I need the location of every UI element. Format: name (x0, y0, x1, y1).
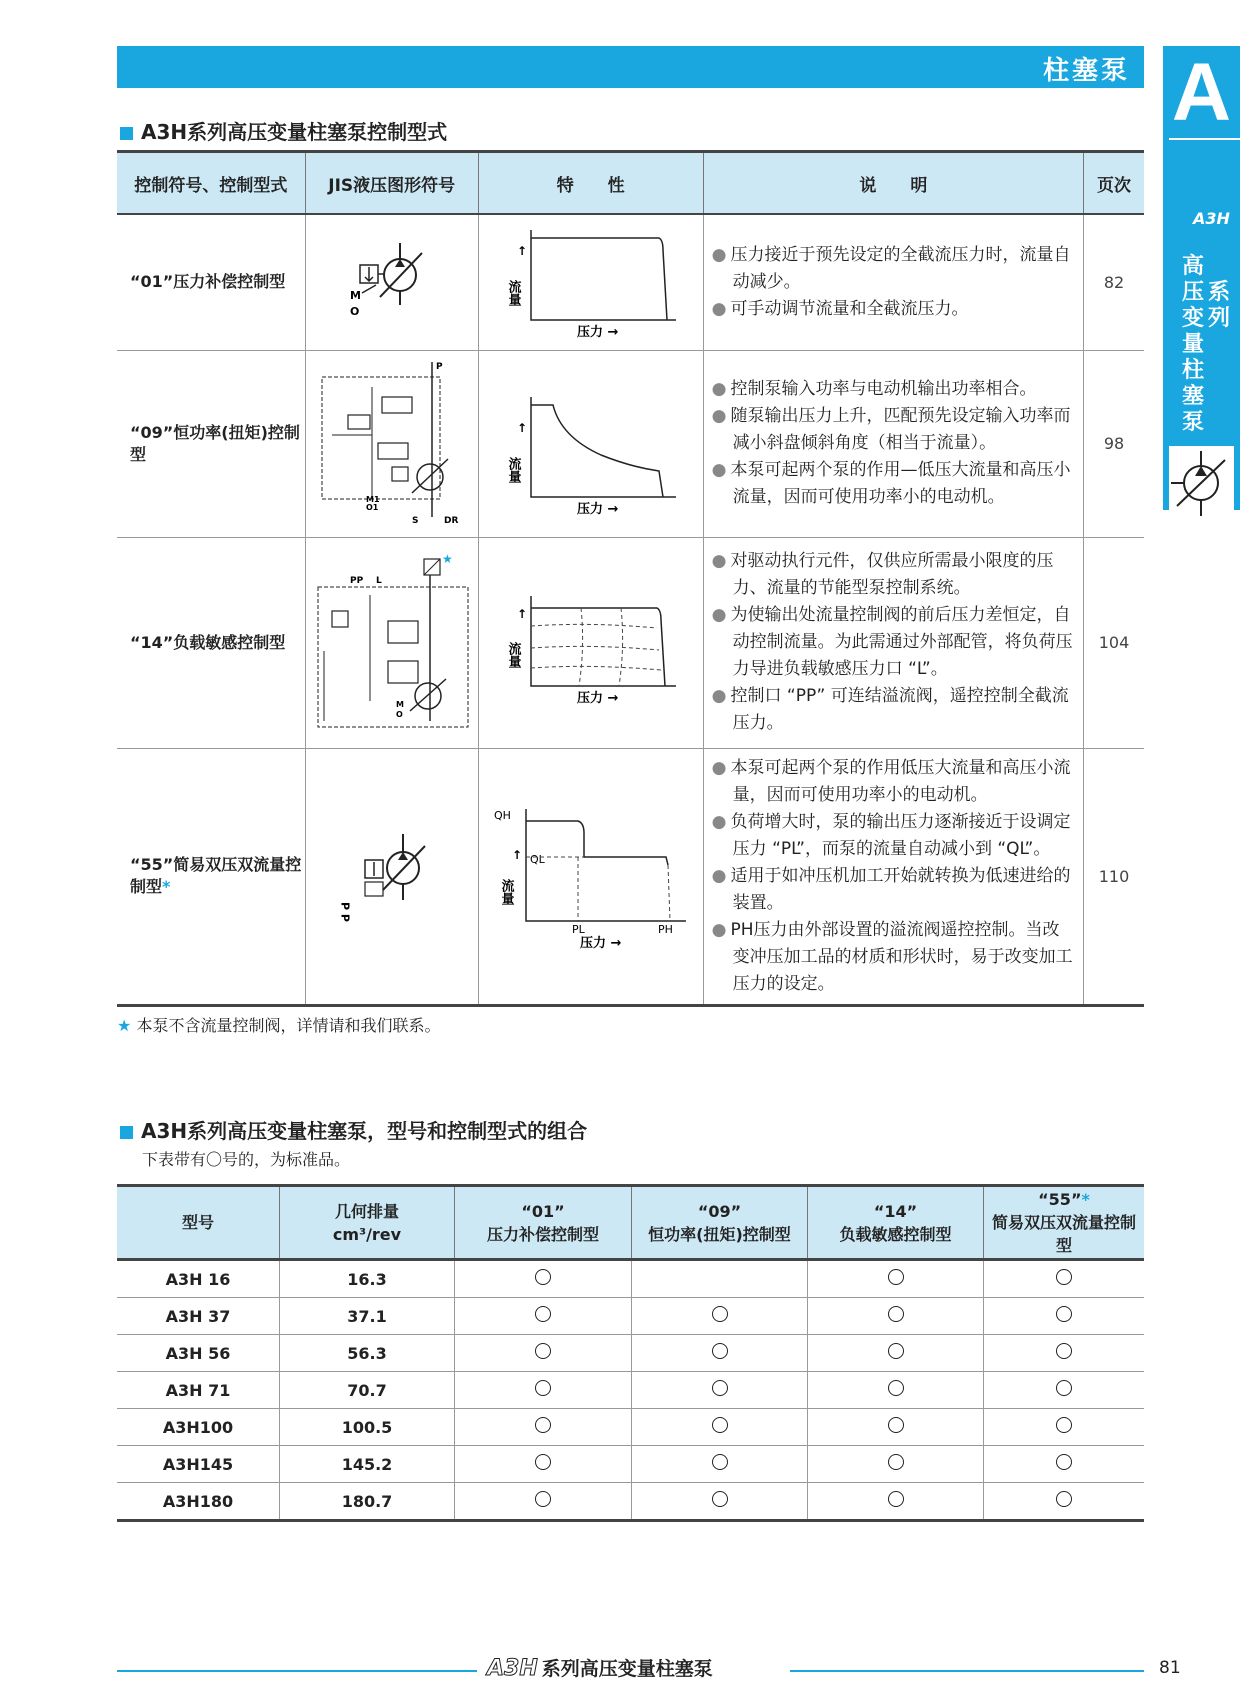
table-header-row (117, 152, 1144, 215)
section2-title: A3H系列高压变量柱塞泵，型号和控制型式的组合 (120, 1115, 587, 1144)
side-tab-letter: A (1171, 47, 1232, 138)
table-row (117, 537, 1144, 748)
displacement-cell: 70.7 (280, 1372, 455, 1409)
standard-circle-icon (535, 1454, 551, 1470)
side-tab-vertical-text-2: 系 列 (1207, 280, 1230, 331)
header-characteristic: 特 性 (478, 152, 703, 215)
symbol-label-s: S (411, 515, 419, 526)
standard-circle-icon (1056, 1491, 1072, 1507)
standard-circle-icon (1056, 1269, 1072, 1285)
standard-mark-cell-c55 (984, 1335, 1145, 1372)
standard-mark-cell-c09 (632, 1372, 808, 1409)
chart-x-label: 压力 → (576, 501, 619, 517)
description-item: ● 负荷增大时，泵的输出压力逐渐接近于设调定压力 “PL”，而泵的流量自动减小到 “QL”。 (712, 809, 1075, 863)
table-row (117, 748, 1144, 1005)
table-row (117, 1298, 1144, 1335)
table-row (117, 350, 1144, 537)
displacement-cell: 100.5 (280, 1409, 455, 1446)
standard-mark-cell-c14 (808, 1298, 984, 1335)
standard-mark-cell-c55 (984, 1483, 1145, 1521)
table-row (117, 214, 1144, 350)
standard-mark-cell-c14 (808, 1483, 984, 1521)
standard-mark-cell-c14 (808, 1372, 984, 1409)
description-item: ● PH压力由外部设置的溢流阀遥控控制。当改变冲压加工品的材质和形状时，易于改变加工压力的设定。 (712, 917, 1075, 998)
symbol-label-m: M (349, 289, 361, 303)
hydraulic-symbol (305, 537, 478, 748)
chart-y-label: 流量 (505, 456, 521, 483)
standard-circle-icon (1056, 1454, 1072, 1470)
symbol-label-p: P (435, 361, 443, 372)
model-cell: A3H 16 (117, 1260, 280, 1298)
section-marker-icon (120, 127, 133, 140)
header-c09: “09” 恒功率(扭矩)控制型 (632, 1186, 808, 1260)
header-c14: “14” 负载敏感控制型 (808, 1186, 984, 1260)
standard-circle-icon (888, 1417, 904, 1433)
model-cell: A3H 71 (117, 1372, 280, 1409)
displacement-cell: 56.3 (280, 1335, 455, 1372)
standard-circle-icon (888, 1380, 904, 1396)
characteristic-chart (478, 350, 703, 537)
symbol-label-l: L (375, 575, 382, 586)
standard-circle-icon (712, 1417, 728, 1433)
description-item: ● 本泵可起两个泵的作用—低压大流量和高压小流量，因而可使用功率小的电动机。 (712, 457, 1075, 511)
model-cell: A3H180 (117, 1483, 280, 1521)
displacement-cell: 16.3 (280, 1260, 455, 1298)
control-name: “09”恒功率(扭矩)控制型 (117, 350, 305, 537)
standard-mark-cell-c14 (808, 1260, 984, 1298)
chart-qh-label: QH (493, 809, 511, 822)
footnote: ★ 本泵不含流量控制阀，详情请和我们联系。 (117, 1016, 441, 1035)
standard-circle-icon (888, 1454, 904, 1470)
control-name: “01”压力补偿控制型 (117, 214, 305, 350)
standard-circle-icon (712, 1491, 728, 1507)
standard-circle-icon (535, 1306, 551, 1322)
svg-text:O1: O1 (365, 502, 379, 512)
standard-circle-icon (888, 1269, 904, 1285)
characteristic-chart (478, 537, 703, 748)
standard-circle-icon (712, 1306, 728, 1322)
header-description: 说 明 (703, 152, 1083, 215)
table-row (117, 1335, 1144, 1372)
header-c01: “01” 压力补偿控制型 (455, 1186, 632, 1260)
description-item: ● 可手动调节流量和全截流压力。 (712, 296, 1075, 323)
control-name: “14”负载敏感控制型 (117, 537, 305, 748)
chart-ph-label: PH (657, 923, 673, 936)
svg-text:↑: ↑ (516, 606, 527, 621)
chart-pl-label: PL (571, 923, 585, 936)
standard-circle-icon (1056, 1343, 1072, 1359)
chart-x-label: 压力 → (576, 325, 619, 341)
page-ref: 98 (1084, 350, 1144, 537)
description-item: ● 适用于如冲压机加工开始就转换为低速进给的装置。 (712, 863, 1075, 917)
standard-circle-icon (712, 1343, 728, 1359)
standard-mark-cell-c14 (808, 1446, 984, 1483)
model-cell: A3H 37 (117, 1298, 280, 1335)
standard-mark-cell-c01 (455, 1483, 632, 1521)
standard-mark-cell-c01 (455, 1335, 632, 1372)
control-name: “55”简易双压双流量控制型* (117, 748, 305, 1005)
model-cell: A3H145 (117, 1446, 280, 1483)
chart-x-label: 压力 → (576, 690, 619, 706)
standard-mark-cell-c09 (632, 1483, 808, 1521)
chart-y-label: 流量 (498, 879, 514, 905)
page-ref: 82 (1084, 214, 1144, 350)
svg-text:O: O (395, 709, 403, 719)
standard-circle-icon (1056, 1306, 1072, 1322)
standard-mark-cell-c55 (984, 1409, 1145, 1446)
page-number: 81 (1159, 1658, 1181, 1678)
standard-circle-icon (535, 1417, 551, 1433)
description (703, 748, 1083, 1005)
standard-mark-cell-c14 (808, 1335, 984, 1372)
symbol-label-o: O (349, 305, 360, 319)
standard-mark-cell-c55 (984, 1372, 1145, 1409)
svg-text:P P: P P (338, 902, 352, 922)
svg-text:↑: ↑ (511, 848, 522, 862)
header-displacement: 几何排量 cm³/rev (280, 1186, 455, 1260)
side-tab-vertical-text-1: 高 压 变 量 柱 塞 泵 (1181, 254, 1204, 435)
hydraulic-symbol (305, 748, 478, 1005)
description-item: ● 控制泵输入功率与电动机输出功率相合。 (712, 376, 1075, 403)
description-item: ● 为使输出处流量控制阀的前后压力差恒定，自动控制流量。为此需通过外部配管，将负荷压力导进负载敏感压力口 “L”。 (712, 602, 1075, 683)
standard-circle-icon (535, 1380, 551, 1396)
standard-mark-cell-c09 (632, 1409, 808, 1446)
standard-mark-cell-c09 (632, 1335, 808, 1372)
description (703, 537, 1083, 748)
description-item: ● 控制口 “PP” 可连结溢流阀，遥控控制全截流压力。 (712, 683, 1075, 737)
standard-mark-cell-c55 (984, 1298, 1145, 1335)
standard-circle-icon (1056, 1380, 1072, 1396)
hydraulic-symbol (305, 214, 478, 350)
header-bar (117, 46, 1144, 88)
standard-mark-cell-c09 (632, 1446, 808, 1483)
displacement-cell: 180.7 (280, 1483, 455, 1521)
pump-symbol-icon (1169, 446, 1234, 520)
description-item: ● 对驱动执行元件，仅供应所需最小限度的压力、流量的节能型泵控制系统。 (712, 548, 1075, 602)
chart-ql-label: QL (529, 853, 545, 866)
page-ref: 110 (1084, 748, 1144, 1005)
section2-subtitle: 下表带有〇号的，为标准品。 (142, 1150, 351, 1169)
svg-text:★: ★ (441, 551, 453, 566)
model-cell: A3H100 (117, 1409, 280, 1446)
table-row (117, 1372, 1144, 1409)
model-combination-table (117, 1184, 1144, 1522)
header-symbol: JIS液压图形符号 (305, 152, 478, 215)
standard-mark-cell-c01 (455, 1298, 632, 1335)
control-types-table (117, 150, 1144, 1007)
section-marker-icon (120, 1126, 133, 1139)
svg-text:M1: M1 (365, 494, 380, 504)
page-ref: 104 (1084, 537, 1144, 748)
description-item: ● 压力接近于预先设定的全截流压力时，流量自动减少。 (712, 242, 1075, 296)
standard-circle-icon (712, 1454, 728, 1470)
standard-mark-cell-c55 (984, 1446, 1145, 1483)
characteristic-chart (478, 214, 703, 350)
hydraulic-symbol (305, 350, 478, 537)
side-tab (1163, 46, 1240, 510)
footer-line-right (790, 1670, 1144, 1672)
standard-mark-cell-c55 (984, 1260, 1145, 1298)
standard-mark-cell-c01 (455, 1409, 632, 1446)
standard-circle-icon (888, 1491, 904, 1507)
side-tab-brand: A3H (1193, 209, 1230, 228)
table-row (117, 1409, 1144, 1446)
standard-circle-icon (535, 1343, 551, 1359)
header-title: 柱塞泵 (1042, 56, 1130, 86)
standard-mark-cell-c14 (808, 1409, 984, 1446)
model-cell: A3H 56 (117, 1335, 280, 1372)
description (703, 214, 1083, 350)
star-icon: ★ (117, 1016, 132, 1035)
svg-text:↑: ↑ (516, 244, 527, 259)
standard-circle-icon (1056, 1417, 1072, 1433)
standard-circle-icon (535, 1491, 551, 1507)
header-model: 型号 (117, 1186, 280, 1260)
footer-title: A3H 系列高压变量柱塞泵 (487, 1656, 713, 1681)
standard-circle-icon (888, 1306, 904, 1322)
characteristic-chart (478, 748, 703, 1005)
chart-y-label: 流量 (505, 641, 521, 668)
symbol-label-pp: PP (349, 575, 363, 586)
displacement-cell: 37.1 (280, 1298, 455, 1335)
description (703, 350, 1083, 537)
standard-mark-cell-c01 (455, 1446, 632, 1483)
section1-title: A3H系列高压变量柱塞泵控制型式 (120, 116, 447, 145)
symbol-label-dr: DR (443, 515, 459, 526)
svg-text:↑: ↑ (516, 420, 527, 435)
description-item: ● 本泵可起两个泵的作用低压大流量和高压小流量，因而可使用功率小的电动机。 (712, 755, 1075, 809)
displacement-cell: 145.2 (280, 1446, 455, 1483)
standard-mark-cell-c01 (455, 1372, 632, 1409)
standard-mark-cell-c09 (632, 1298, 808, 1335)
svg-text:M: M (395, 699, 404, 709)
standard-mark-cell-c09 (632, 1260, 808, 1298)
footer-brand: A3H (487, 1656, 538, 1681)
chart-x-label: 压力 → (579, 936, 622, 949)
standard-circle-icon (712, 1380, 728, 1396)
table-row (117, 1446, 1144, 1483)
header-control: 控制符号、控制型式 (117, 152, 305, 215)
description-item: ● 随泵输出压力上升，匹配预先设定输入功率而减小斜盘倾斜角度（相当于流量）。 (712, 403, 1075, 457)
standard-mark-cell-c01 (455, 1260, 632, 1298)
header-c55: “55”* 简易双压双流量控制型 (984, 1186, 1145, 1260)
table-row (117, 1260, 1144, 1298)
chart-y-label: 流量 (505, 280, 521, 307)
table-header-row (117, 1186, 1144, 1260)
standard-circle-icon (888, 1343, 904, 1359)
header-page: 页次 (1084, 152, 1144, 215)
standard-circle-icon (535, 1269, 551, 1285)
footer-line-left (117, 1670, 477, 1672)
table-row (117, 1483, 1144, 1521)
footnote-star-icon: * (162, 877, 171, 896)
